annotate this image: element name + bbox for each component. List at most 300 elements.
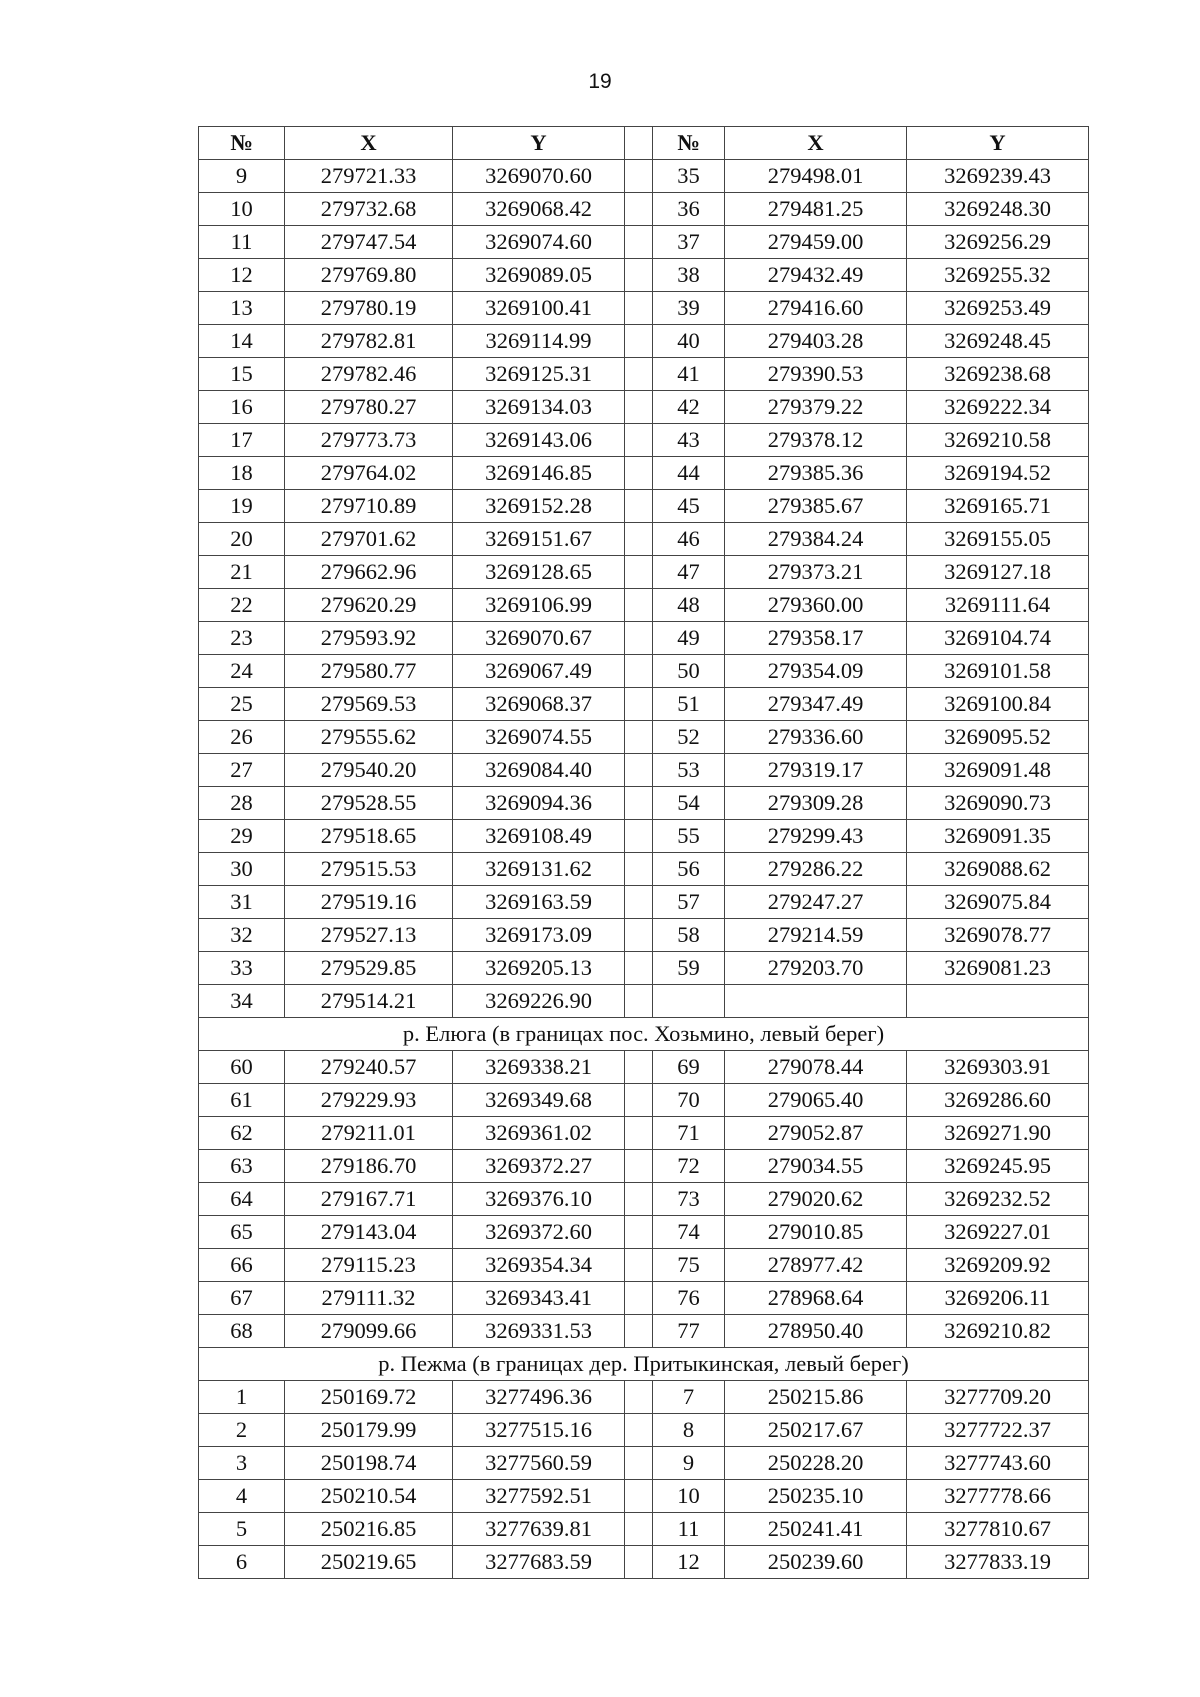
- y-right: 3269286.60: [907, 1084, 1089, 1117]
- x-left: 250169.72: [285, 1381, 453, 1414]
- table-row: [199, 1117, 1089, 1150]
- point-number-right: 75: [653, 1249, 725, 1282]
- point-number-right: 11: [653, 1513, 725, 1546]
- x-left: 279528.55: [285, 787, 453, 820]
- table-row: [199, 556, 1089, 589]
- y-left: 3269114.99: [453, 325, 625, 358]
- x-left: 279593.92: [285, 622, 453, 655]
- spacer: [625, 556, 653, 589]
- spacer: [625, 457, 653, 490]
- header-x-right: X: [725, 127, 907, 160]
- point-number-left: 23: [199, 622, 285, 655]
- table-row: [199, 226, 1089, 259]
- x-left: 279515.53: [285, 853, 453, 886]
- point-number-left: 14: [199, 325, 285, 358]
- table-row: [199, 424, 1089, 457]
- spacer: [625, 622, 653, 655]
- table-row: [199, 688, 1089, 721]
- x-left: 279514.21: [285, 985, 453, 1018]
- y-right: 3277778.66: [907, 1480, 1089, 1513]
- point-number-right: 37: [653, 226, 725, 259]
- spacer: [625, 1051, 653, 1084]
- spacer: [625, 952, 653, 985]
- x-left: 279580.77: [285, 655, 453, 688]
- point-number-right: 58: [653, 919, 725, 952]
- y-right: 3269245.95: [907, 1150, 1089, 1183]
- point-number-left: 2: [199, 1414, 285, 1447]
- table-row: [199, 985, 1089, 1018]
- point-number-left: 25: [199, 688, 285, 721]
- spacer: [625, 886, 653, 919]
- y-right: 3269075.84: [907, 886, 1089, 919]
- point-number-left: 12: [199, 259, 285, 292]
- y-left: 3269125.31: [453, 358, 625, 391]
- y-left: 3269151.67: [453, 523, 625, 556]
- point-number-right: 47: [653, 556, 725, 589]
- spacer: [625, 1216, 653, 1249]
- x-left: 279710.89: [285, 490, 453, 523]
- point-number-left: 21: [199, 556, 285, 589]
- x-left: 279111.32: [285, 1282, 453, 1315]
- point-number-right: 76: [653, 1282, 725, 1315]
- x-right: 279286.22: [725, 853, 907, 886]
- spacer: [625, 721, 653, 754]
- y-right: 3269088.62: [907, 853, 1089, 886]
- point-number-left: 28: [199, 787, 285, 820]
- spacer: [625, 919, 653, 952]
- x-left: 279747.54: [285, 226, 453, 259]
- point-number-right: 40: [653, 325, 725, 358]
- spacer: [625, 1249, 653, 1282]
- y-left: 3269134.03: [453, 391, 625, 424]
- x-right: 279378.12: [725, 424, 907, 457]
- point-number-right: 38: [653, 259, 725, 292]
- point-number-right: 74: [653, 1216, 725, 1249]
- y-left: 3269354.34: [453, 1249, 625, 1282]
- y-left: 3269376.10: [453, 1183, 625, 1216]
- point-number-right: 39: [653, 292, 725, 325]
- spacer: [625, 1381, 653, 1414]
- table-row: [199, 325, 1089, 358]
- x-left: 279555.62: [285, 721, 453, 754]
- spacer: [625, 1117, 653, 1150]
- y-right: 3269210.82: [907, 1315, 1089, 1348]
- y-right: 3277810.67: [907, 1513, 1089, 1546]
- point-number-left: 67: [199, 1282, 285, 1315]
- point-number-right: 70: [653, 1084, 725, 1117]
- point-number-left: 65: [199, 1216, 285, 1249]
- y-right: 3269155.05: [907, 523, 1089, 556]
- y-left: 3269089.05: [453, 259, 625, 292]
- table-row: [199, 1480, 1089, 1513]
- point-number-right: 52: [653, 721, 725, 754]
- x-left: 250179.99: [285, 1414, 453, 1447]
- header-y-left: Y: [453, 127, 625, 160]
- point-number-left: 3: [199, 1447, 285, 1480]
- x-left: 279240.57: [285, 1051, 453, 1084]
- header-row: [199, 127, 1089, 160]
- table-row: [199, 952, 1089, 985]
- x-left: 279701.62: [285, 523, 453, 556]
- spacer: [625, 160, 653, 193]
- x-left: 279662.96: [285, 556, 453, 589]
- y-left: 3269070.60: [453, 160, 625, 193]
- point-number-left: 18: [199, 457, 285, 490]
- y-left: 3269205.13: [453, 952, 625, 985]
- y-right: 3269253.49: [907, 292, 1089, 325]
- spacer: [625, 1150, 653, 1183]
- y-left: 3269372.27: [453, 1150, 625, 1183]
- y-left: 3277496.36: [453, 1381, 625, 1414]
- y-right: 3269111.64: [907, 589, 1089, 622]
- spacer: [625, 325, 653, 358]
- table-row: [199, 1150, 1089, 1183]
- x-right: 279385.36: [725, 457, 907, 490]
- y-right: 3269209.92: [907, 1249, 1089, 1282]
- point-number-left: 11: [199, 226, 285, 259]
- spacer: [625, 358, 653, 391]
- x-right: 279052.87: [725, 1117, 907, 1150]
- y-left: 3269173.09: [453, 919, 625, 952]
- spacer: [625, 193, 653, 226]
- x-right: 250239.60: [725, 1546, 907, 1579]
- spacer: [625, 688, 653, 721]
- point-number-right: 77: [653, 1315, 725, 1348]
- point-number-left: 30: [199, 853, 285, 886]
- table-row: [199, 259, 1089, 292]
- y-right: 3269303.91: [907, 1051, 1089, 1084]
- point-number-left: 10: [199, 193, 285, 226]
- table-row: [199, 1249, 1089, 1282]
- y-left: 3269361.02: [453, 1117, 625, 1150]
- spacer: [625, 655, 653, 688]
- y-right: 3277709.20: [907, 1381, 1089, 1414]
- y-left: 3269152.28: [453, 490, 625, 523]
- x-left: 279769.80: [285, 259, 453, 292]
- table-row: [199, 589, 1089, 622]
- x-left: 250210.54: [285, 1480, 453, 1513]
- x-right: 279379.22: [725, 391, 907, 424]
- point-number-left: 24: [199, 655, 285, 688]
- x-right: 279214.59: [725, 919, 907, 952]
- y-right: 3269248.30: [907, 193, 1089, 226]
- table-row: [199, 523, 1089, 556]
- y-right: 3269210.58: [907, 424, 1089, 457]
- table-row: [199, 1315, 1089, 1348]
- spacer: [625, 853, 653, 886]
- y-left: 3269143.06: [453, 424, 625, 457]
- table-row: [199, 721, 1089, 754]
- point-number-right: 56: [653, 853, 725, 886]
- x-right: 279416.60: [725, 292, 907, 325]
- table-row: [199, 193, 1089, 226]
- x-right: 250215.86: [725, 1381, 907, 1414]
- x-right: 279299.43: [725, 820, 907, 853]
- x-right: 278977.42: [725, 1249, 907, 1282]
- table-row: [199, 886, 1089, 919]
- y-left: 3269331.53: [453, 1315, 625, 1348]
- x-right: 279385.67: [725, 490, 907, 523]
- point-number-left: 60: [199, 1051, 285, 1084]
- y-left: 3269094.36: [453, 787, 625, 820]
- spacer: [625, 589, 653, 622]
- y-right: 3269104.74: [907, 622, 1089, 655]
- x-right: 279020.62: [725, 1183, 907, 1216]
- x-right: 279336.60: [725, 721, 907, 754]
- x-right: 279384.24: [725, 523, 907, 556]
- y-left: 3269068.37: [453, 688, 625, 721]
- x-left: 250219.65: [285, 1546, 453, 1579]
- x-right: 279481.25: [725, 193, 907, 226]
- x-right: 279319.17: [725, 754, 907, 787]
- point-number-left: 17: [199, 424, 285, 457]
- point-number-left: 16: [199, 391, 285, 424]
- spacer: [625, 1084, 653, 1117]
- x-right: 279347.49: [725, 688, 907, 721]
- point-number-right: 50: [653, 655, 725, 688]
- x-left: 279780.19: [285, 292, 453, 325]
- x-left: 279764.02: [285, 457, 453, 490]
- y-right: 3277833.19: [907, 1546, 1089, 1579]
- table-row: [199, 1051, 1089, 1084]
- x-right: 279360.00: [725, 589, 907, 622]
- table-row: [199, 457, 1089, 490]
- point-number-left: 66: [199, 1249, 285, 1282]
- x-right: 250235.10: [725, 1480, 907, 1513]
- header-number-left: №: [199, 127, 285, 160]
- section-title: р. Елюга (в границах пос. Хозьмино, левый берег): [199, 1018, 1089, 1051]
- spacer: [625, 1447, 653, 1480]
- y-left: 3277683.59: [453, 1546, 625, 1579]
- header-spacer: [625, 127, 653, 160]
- point-number-right: 48: [653, 589, 725, 622]
- point-number-right: 44: [653, 457, 725, 490]
- point-number-left: 61: [199, 1084, 285, 1117]
- x-right: 278968.64: [725, 1282, 907, 1315]
- table-row: [199, 754, 1089, 787]
- x-left: 279721.33: [285, 160, 453, 193]
- x-right: 279034.55: [725, 1150, 907, 1183]
- spacer: [625, 1183, 653, 1216]
- x-left: 279527.13: [285, 919, 453, 952]
- spacer: [625, 1414, 653, 1447]
- x-left: 279229.93: [285, 1084, 453, 1117]
- y-left: 3269108.49: [453, 820, 625, 853]
- point-number-right: 41: [653, 358, 725, 391]
- table-row: [199, 1282, 1089, 1315]
- spacer: [625, 490, 653, 523]
- point-number-right: 71: [653, 1117, 725, 1150]
- spacer: [625, 985, 653, 1018]
- point-number-right: [653, 985, 725, 1018]
- y-left: 3269128.65: [453, 556, 625, 589]
- y-left: 3269343.41: [453, 1282, 625, 1315]
- y-left: 3269106.99: [453, 589, 625, 622]
- x-left: 279773.73: [285, 424, 453, 457]
- x-right: [725, 985, 907, 1018]
- x-right: 279432.49: [725, 259, 907, 292]
- point-number-right: 12: [653, 1546, 725, 1579]
- table-row: [199, 1216, 1089, 1249]
- point-number-right: 9: [653, 1447, 725, 1480]
- point-number-right: 7: [653, 1381, 725, 1414]
- x-left: 279099.66: [285, 1315, 453, 1348]
- spacer: [625, 820, 653, 853]
- y-right: 3269165.71: [907, 490, 1089, 523]
- y-right: 3269238.68: [907, 358, 1089, 391]
- y-left: 3269226.90: [453, 985, 625, 1018]
- x-left: 279167.71: [285, 1183, 453, 1216]
- y-right: 3269248.45: [907, 325, 1089, 358]
- y-right: 3269127.18: [907, 556, 1089, 589]
- point-number-right: 73: [653, 1183, 725, 1216]
- spacer: [625, 1513, 653, 1546]
- point-number-right: 72: [653, 1150, 725, 1183]
- spacer: [625, 391, 653, 424]
- y-left: 3269349.68: [453, 1084, 625, 1117]
- table-row: [199, 490, 1089, 523]
- spacer: [625, 259, 653, 292]
- point-number-left: 4: [199, 1480, 285, 1513]
- point-number-left: 6: [199, 1546, 285, 1579]
- y-right: 3269194.52: [907, 457, 1089, 490]
- y-left: 3269163.59: [453, 886, 625, 919]
- y-right: 3277722.37: [907, 1414, 1089, 1447]
- section-title: р. Пежма (в границах дер. Притыкинская, левый берег): [199, 1348, 1089, 1381]
- spacer: [625, 754, 653, 787]
- spacer: [625, 787, 653, 820]
- point-number-left: 5: [199, 1513, 285, 1546]
- spacer: [625, 226, 653, 259]
- table-body: [199, 160, 1089, 1579]
- table-row: [199, 391, 1089, 424]
- point-number-left: 22: [199, 589, 285, 622]
- x-right: 279010.85: [725, 1216, 907, 1249]
- table-row: [199, 919, 1089, 952]
- point-number-right: 35: [653, 160, 725, 193]
- point-number-right: 42: [653, 391, 725, 424]
- x-left: 279569.53: [285, 688, 453, 721]
- header-y-right: Y: [907, 127, 1089, 160]
- x-left: 279115.23: [285, 1249, 453, 1282]
- y-left: 3277592.51: [453, 1480, 625, 1513]
- y-right: 3269256.29: [907, 226, 1089, 259]
- x-right: 279498.01: [725, 160, 907, 193]
- point-number-left: 68: [199, 1315, 285, 1348]
- y-left: 3269074.55: [453, 721, 625, 754]
- x-right: 250217.67: [725, 1414, 907, 1447]
- y-right: 3269100.84: [907, 688, 1089, 721]
- y-right: 3269090.73: [907, 787, 1089, 820]
- point-number-right: 57: [653, 886, 725, 919]
- y-left: 3277515.16: [453, 1414, 625, 1447]
- x-right: 279354.09: [725, 655, 907, 688]
- x-right: 279373.21: [725, 556, 907, 589]
- point-number-right: 8: [653, 1414, 725, 1447]
- y-left: 3269146.85: [453, 457, 625, 490]
- y-left: 3277639.81: [453, 1513, 625, 1546]
- point-number-left: 1: [199, 1381, 285, 1414]
- x-left: 250216.85: [285, 1513, 453, 1546]
- y-left: 3269068.42: [453, 193, 625, 226]
- coordinates-table: [198, 126, 1089, 1579]
- table-row: [199, 1183, 1089, 1216]
- y-right: 3269271.90: [907, 1117, 1089, 1150]
- x-right: 278950.40: [725, 1315, 907, 1348]
- x-left: 279186.70: [285, 1150, 453, 1183]
- point-number-left: 63: [199, 1150, 285, 1183]
- header-x-left: X: [285, 127, 453, 160]
- section-title-row: [199, 1018, 1089, 1051]
- y-right: 3269227.01: [907, 1216, 1089, 1249]
- x-right: 279065.40: [725, 1084, 907, 1117]
- y-right: 3269091.35: [907, 820, 1089, 853]
- point-number-left: 32: [199, 919, 285, 952]
- table-row: [199, 622, 1089, 655]
- x-left: 279782.81: [285, 325, 453, 358]
- x-right: 279459.00: [725, 226, 907, 259]
- point-number-left: 31: [199, 886, 285, 919]
- table-row: [199, 292, 1089, 325]
- header-number-right: №: [653, 127, 725, 160]
- point-number-left: 19: [199, 490, 285, 523]
- section-title-row: [199, 1348, 1089, 1381]
- y-left: 3277560.59: [453, 1447, 625, 1480]
- x-left: 279782.46: [285, 358, 453, 391]
- table-row: [199, 160, 1089, 193]
- point-number-left: 27: [199, 754, 285, 787]
- x-left: 279211.01: [285, 1117, 453, 1150]
- spacer: [625, 523, 653, 556]
- x-left: 279529.85: [285, 952, 453, 985]
- x-left: 279518.65: [285, 820, 453, 853]
- point-number-left: 26: [199, 721, 285, 754]
- point-number-right: 46: [653, 523, 725, 556]
- y-right: 3269078.77: [907, 919, 1089, 952]
- table-row: [199, 1513, 1089, 1546]
- point-number-right: 45: [653, 490, 725, 523]
- point-number-left: 34: [199, 985, 285, 1018]
- x-right: 250228.20: [725, 1447, 907, 1480]
- x-right: 250241.41: [725, 1513, 907, 1546]
- table-row: [199, 655, 1089, 688]
- x-right: 279358.17: [725, 622, 907, 655]
- point-number-right: 36: [653, 193, 725, 226]
- y-right: 3269239.43: [907, 160, 1089, 193]
- y-left: 3269067.49: [453, 655, 625, 688]
- spacer: [625, 1315, 653, 1348]
- table-row: [199, 1381, 1089, 1414]
- x-left: 279519.16: [285, 886, 453, 919]
- point-number-left: 64: [199, 1183, 285, 1216]
- y-left: 3269372.60: [453, 1216, 625, 1249]
- page-number: 19: [588, 70, 612, 93]
- y-left: 3269338.21: [453, 1051, 625, 1084]
- x-left: 279540.20: [285, 754, 453, 787]
- point-number-left: 29: [199, 820, 285, 853]
- x-right: 279203.70: [725, 952, 907, 985]
- y-left: 3269100.41: [453, 292, 625, 325]
- point-number-left: 20: [199, 523, 285, 556]
- x-left: 279780.27: [285, 391, 453, 424]
- table-row: [199, 1414, 1089, 1447]
- point-number-right: 59: [653, 952, 725, 985]
- point-number-left: 62: [199, 1117, 285, 1150]
- table-row: [199, 1447, 1089, 1480]
- y-left: 3269131.62: [453, 853, 625, 886]
- y-left: 3269070.67: [453, 622, 625, 655]
- spacer: [625, 292, 653, 325]
